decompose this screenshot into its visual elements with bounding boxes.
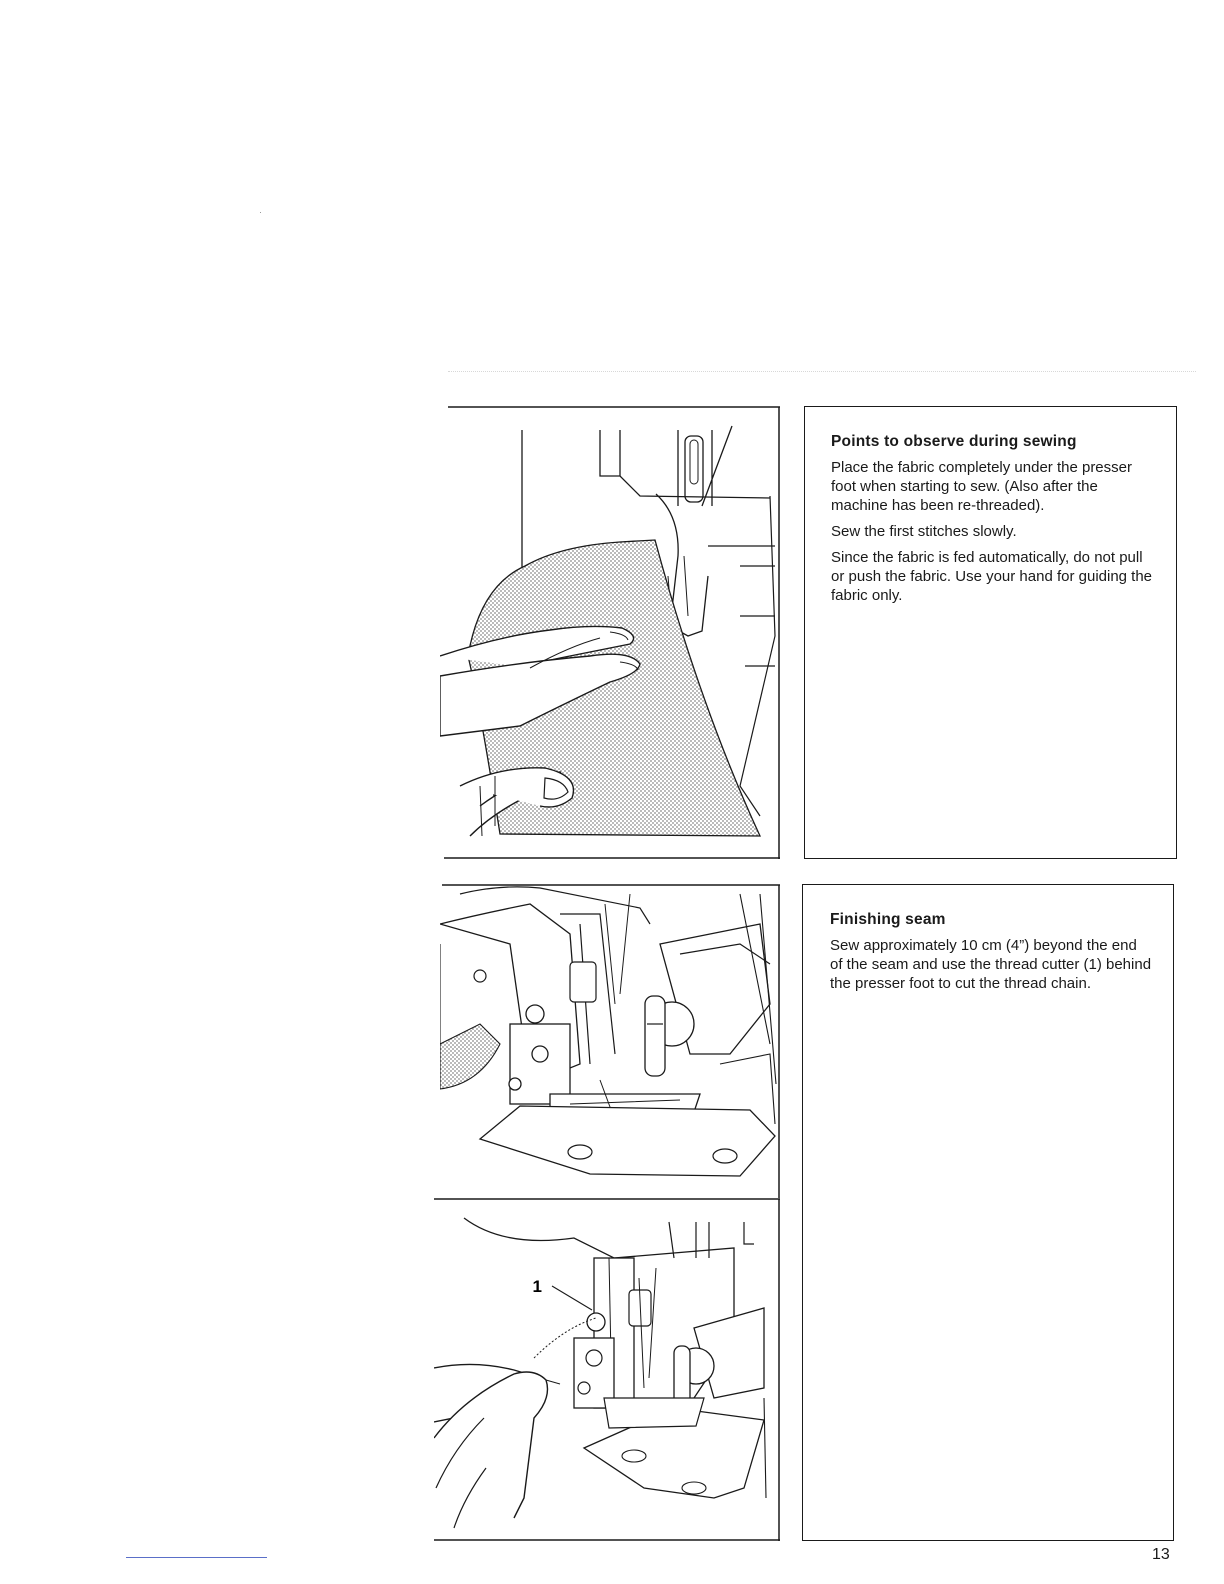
- page-number: 13: [1152, 1546, 1170, 1563]
- section-title-points-to-observe: Points to observe during sewing: [831, 433, 1077, 450]
- footer-underline: [126, 1557, 267, 1558]
- paragraph-place-fabric: Place the fabric completely under the presser foot when starting to sew. (Also after the machine has been re-threaded).: [831, 459, 1132, 514]
- illustration-guiding-fabric: [440, 406, 782, 860]
- paragraph-fed-automatically: Since the fabric is fed automatically, do not pull or push the fabric. Use your hand for guiding the fabric only.: [831, 549, 1153, 604]
- panel-finishing-seam: [802, 884, 1174, 1541]
- paragraph-sew-slowly: Sew the first stitches slowly.: [831, 523, 1017, 540]
- illustration-presser-foot-closeup: [440, 884, 782, 1198]
- callout-thread-cutter-label: 1: [532, 1277, 542, 1296]
- panel-points-to-observe: [804, 406, 1177, 859]
- paragraph-sew-beyond: Sew approximately 10 cm (4”) beyond the end of the seam and use the thread cutter (1) behind the presser foot to cut the thread chain.: [830, 937, 1152, 992]
- section-title-finishing-seam: Finishing seam: [830, 911, 946, 928]
- top-dotted-rule: [448, 371, 1196, 372]
- illustration-thread-cutter: [434, 1198, 782, 1542]
- scan-speck: [260, 212, 261, 213]
